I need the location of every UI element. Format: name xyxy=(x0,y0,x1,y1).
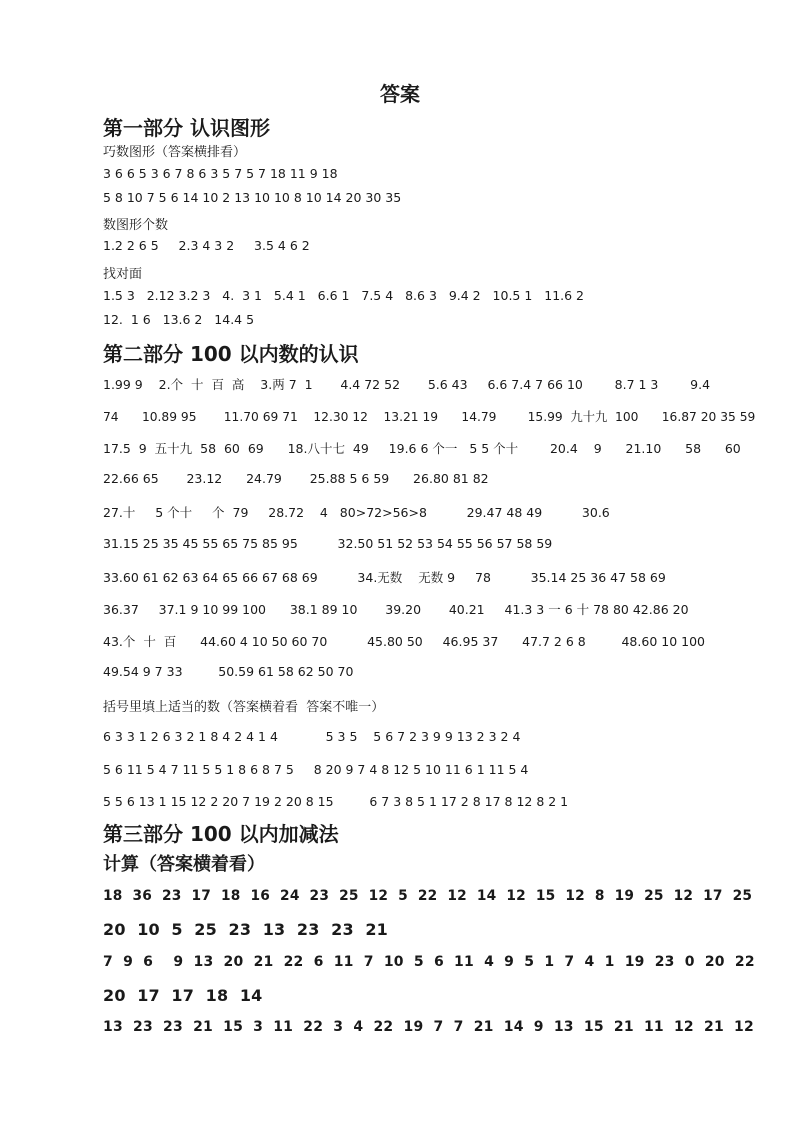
part2-answer-line: 1.99 9 2.个 十 百 高 3.两 7 1 4.4 72 52 5.6 43 6.6 7.4 7 66 10 8.7 1 3 9.4 xyxy=(103,377,711,392)
part2-answer-line: 27.十 5 个十 个 79 28.72 4 80>72>56>8 29.47 48 49 30.6 xyxy=(103,505,610,520)
part2-fill-line: 6 3 3 1 2 6 3 2 1 8 4 2 4 1 4 5 3 5 5 6 7 2 3 9 9 13 2 3 2 4 xyxy=(103,729,521,744)
part2-answer-line: 43.个 十 百 44.60 4 10 50 60 70 45.80 50 46.95 37 47.7 2 6 8 48.60 10 100 xyxy=(103,634,705,649)
part2-answer-line: 31.15 25 35 45 55 65 75 85 95 32.50 51 52 53 54 55 56 57 58 59 xyxy=(103,536,553,551)
part3-answer-line: 13 23 23 21 15 3 11 22 3 4 22 19 7 7 21 14 9 13 15 21 11 12 21 12 xyxy=(103,1019,754,1035)
part2-answer-line: 17.5 9 五十九 58 60 69 18.八十七 49 19.6 6 个一 5 5 个十 20.4 9 21.10 58 60 xyxy=(103,441,741,456)
part2-section-label: 括号里填上适当的数（答案横着看 答案不唯一） xyxy=(103,700,385,715)
part2-answer-line: 49.54 9 7 33 50.59 61 58 62 50 70 xyxy=(103,664,354,679)
part3-answer-line: 20 10 5 25 23 13 23 23 21 xyxy=(103,920,388,939)
part2-answer-line: 33.60 61 62 63 64 65 66 67 68 69 34.无数 无数 9 78 35.14 25 36 47 58 69 xyxy=(103,570,666,585)
part2-fill-line: 5 6 11 5 4 7 11 5 5 1 8 6 8 7 5 8 20 9 7 4 8 12 5 10 11 6 1 11 5 4 xyxy=(103,762,529,777)
part3-calc-label: 计算（答案横着看） xyxy=(103,854,265,875)
part1-answer-line: 5 8 10 7 5 6 14 10 2 13 10 10 8 10 14 20 30 35 xyxy=(103,190,402,205)
part1-answer-line: 3 6 6 5 3 6 7 8 6 3 5 7 5 7 18 11 9 18 xyxy=(103,166,338,181)
part1-section-label: 找对面 xyxy=(103,267,143,282)
part1-section-label: 巧数图形（答案横排看） xyxy=(103,145,247,160)
part3-answer-line: 18 36 23 17 18 16 24 23 25 12 5 22 12 14 12 15 12 8 19 25 12 17 25 xyxy=(103,888,753,904)
part2-answer-line: 74 10.89 95 11.70 69 71 12.30 12 13.21 19 14.79 15.99 九十九 100 16.87 20 35 59 xyxy=(103,410,756,424)
part1-heading: 第一部分 认识图形 xyxy=(103,116,270,140)
part3-heading: 第三部分 100 以内加减法 xyxy=(103,822,339,846)
part2-answer-line: 36.37 37.1 9 10 99 100 38.1 89 10 39.20 40.21 41.3 3 一 6 十 78 80 42.86 20 xyxy=(103,602,689,617)
part2-heading: 第二部分 100 以内数的认识 xyxy=(103,342,359,366)
part1-answer-line: 1.5 3 2.12 3.2 3 4. 3 1 5.4 1 6.6 1 7.5 4 8.6 3 9.4 2 10.5 1 11.6 2 xyxy=(103,288,584,303)
part1-section-label: 数图形个数 xyxy=(103,218,169,233)
part2-answer-line: 22.66 65 23.12 24.79 25.88 5 6 59 26.80 81 82 xyxy=(103,471,489,486)
part3-answer-line: 20 17 17 18 14 xyxy=(103,986,263,1005)
part2-fill-line: 5 5 6 13 1 15 12 2 20 7 19 2 20 8 15 6 7 3 8 5 1 17 2 8 17 8 12 8 2 1 xyxy=(103,794,569,809)
page-title: 答案 xyxy=(380,82,420,106)
part3-answer-line: 7 9 6 9 13 20 21 22 6 11 7 10 5 6 11 4 9 5 1 7 4 1 19 23 0 20 22 xyxy=(103,954,755,970)
part1-answer-line: 12. 1 6 13.6 2 14.4 5 xyxy=(103,312,255,327)
part1-answer-line: 1.2 2 6 5 2.3 4 3 2 3.5 4 6 2 xyxy=(103,238,310,253)
